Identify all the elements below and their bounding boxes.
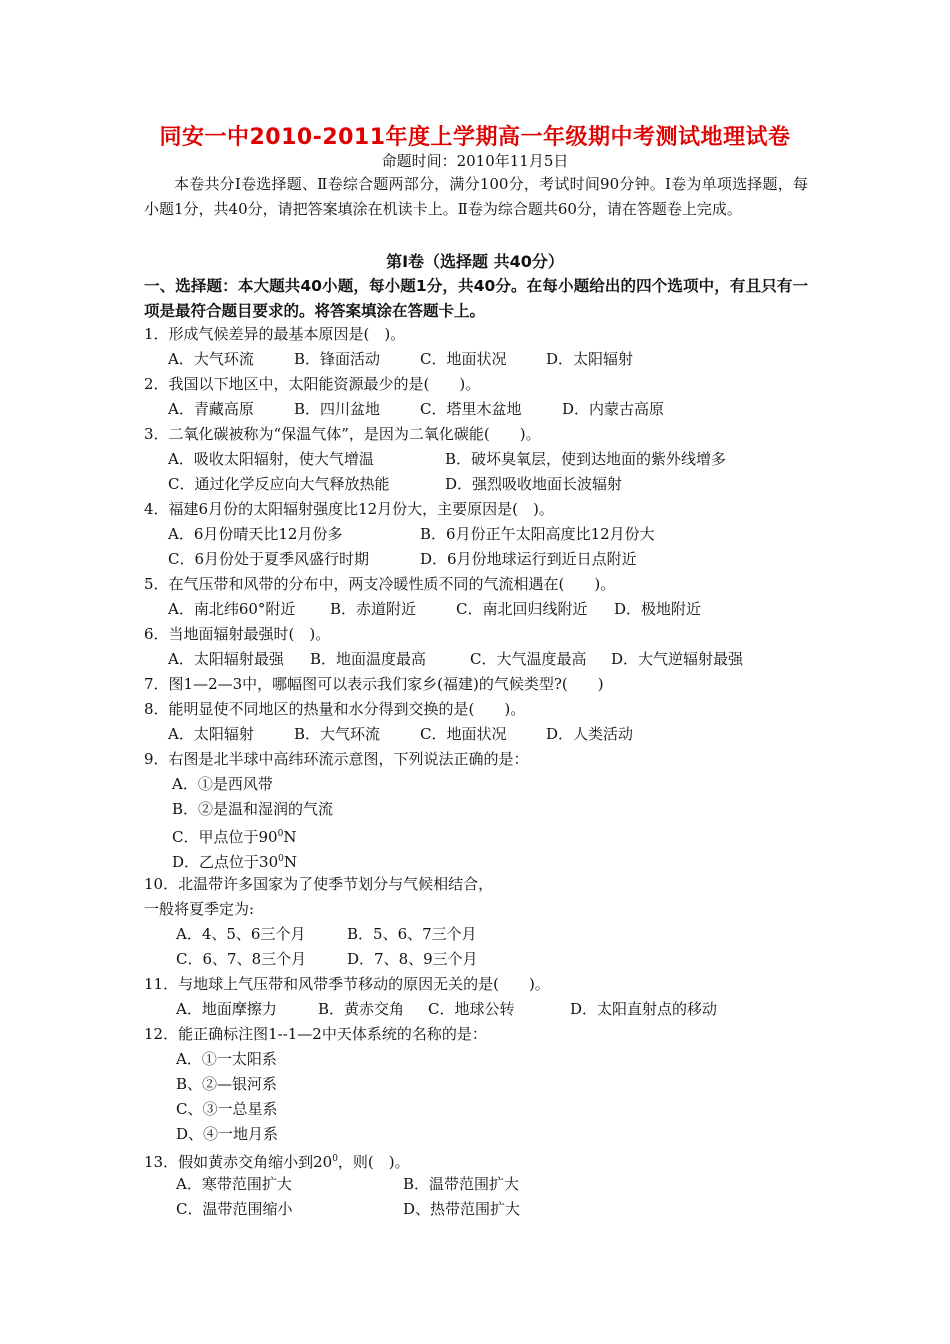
- question-12-option-a: A．①一太阳系: [176, 1050, 277, 1068]
- question-10-option-b: B．5、6、7三个月: [347, 925, 477, 943]
- question-10-option-d: D．7、8、9三个月: [347, 950, 478, 968]
- question-7-stem: 7．图1—2—3中，哪幅图可以表示我们家乡(福建)的气候类型?( ): [144, 675, 604, 693]
- question-1-option-b: B．锋面活动: [294, 350, 381, 368]
- question-4-option-a: A．6月份晴天比12月份多: [168, 525, 343, 543]
- question-9-option-d-unit: N: [283, 853, 297, 871]
- question-4-option-b: B．6月份正午太阳高度比12月份大: [420, 525, 655, 543]
- question-2-option-c: C．塔里木盆地: [420, 400, 522, 418]
- degree-superscript: 0: [277, 829, 284, 839]
- question-4-option-c: C．6月份处于夏季风盛行时期: [168, 550, 370, 568]
- question-2-option-a: A．青藏高原: [168, 400, 254, 418]
- question-11-option-a: A．地面摩擦力: [176, 1000, 277, 1018]
- question-13-option-b: B．温带范围扩大: [403, 1175, 520, 1193]
- question-10-stem: 10．北温带许多国家为了使季节划分与气候相结合，: [144, 875, 494, 893]
- degree-superscript: 0: [278, 854, 284, 864]
- question-8-option-d: D．人类活动: [546, 725, 634, 743]
- question-3-option-a: A．吸收太阳辐射，使大气增温: [168, 450, 374, 468]
- question-1-option-c: C．地面状况: [420, 350, 507, 368]
- section-title: 第Ⅰ卷（选择题 共40分）: [386, 252, 564, 271]
- question-2-option-b: B．四川盆地: [294, 400, 381, 418]
- question-13-stem: [144, 1148, 410, 1173]
- question-9-option-d-text: D．乙点位于30: [172, 853, 279, 871]
- question-11-option-d: D．太阳直射点的移动: [570, 1000, 718, 1018]
- question-1-stem: 1．形成气候差异的最基本原因是( )。: [144, 325, 406, 343]
- question-10-option-a: A．4、5、6三个月: [176, 925, 306, 943]
- question-8-option-b: B．大气环流: [294, 725, 381, 743]
- question-13-option-d: D、热带范围扩大: [403, 1200, 521, 1218]
- question-2-option-d: D．内蒙古高原: [562, 400, 665, 418]
- question-8-stem: 8．能明显使不同地区的热量和水分得到交换的是( )。: [144, 700, 526, 718]
- question-13-option-a: A．寒带范围扩大: [176, 1175, 292, 1193]
- question-1-option-a: A．大气环流: [168, 350, 254, 368]
- question-9-stem: 9．右图是北半球中高纬环流示意图，下列说法正确的是：: [144, 750, 529, 768]
- question-13-stem-tail: ，则( )。: [337, 1153, 410, 1171]
- question-5-option-a: A．南北纬60°附近: [168, 600, 296, 618]
- exam-title: 同安一中2010-2011年度上学期高一年级期中考测试地理试卷: [159, 125, 791, 150]
- question-9-option-c-text: C．甲点位于90: [172, 828, 278, 846]
- question-6-stem: 6．当地面辐射最强时( )。: [144, 625, 331, 643]
- question-8-option-c: C．地面状况: [420, 725, 507, 743]
- question-9-option-a: A．①是西风带: [172, 775, 273, 793]
- question-13-option-c: C．温带范围缩小: [176, 1200, 293, 1218]
- question-5-option-c: C．南北回归线附近: [456, 600, 588, 618]
- question-5-option-d: D．极地附近: [614, 600, 702, 618]
- question-6-option-a: A．太阳辐射最强: [168, 650, 284, 668]
- question-2-stem: 2．我国以下地区中，太阳能资源最少的是( )。: [144, 375, 481, 393]
- question-8-option-a: A．太阳辐射: [168, 725, 254, 743]
- question-6-option-c: C．大气温度最高: [470, 650, 587, 668]
- question-5-option-b: B．赤道附近: [330, 600, 417, 618]
- exam-intro: 本卷共分Ⅰ卷选择题、Ⅱ卷综合题两部分，满分100分，考试时间90分钟。Ⅰ卷为单项选择题，每小题1分，共40分，请把答案填涂在机读卡上。Ⅱ卷为综合题共60分，请在答题卷上完成。: [144, 175, 808, 218]
- question-6-option-b: B．地面温度最高: [310, 650, 427, 668]
- question-9-option-c-unit: N: [283, 828, 297, 846]
- section-instruction: [144, 274, 808, 324]
- question-1-option-d: D．太阳辐射: [546, 350, 634, 368]
- question-11-option-b: B．黄赤交角: [318, 1000, 405, 1018]
- question-10-stem-continued: 一般将夏季定为:: [144, 900, 255, 918]
- question-6-option-d: D．大气逆辐射最强: [611, 650, 744, 668]
- question-9-option-c: [172, 823, 296, 848]
- question-3-stem: 3．二氧化碳被称为“保温气体”，是因为二氧化碳能( )。: [144, 425, 541, 443]
- question-9-option-d: [172, 848, 297, 873]
- question-3-option-b: B．破坏臭氧层，使到达地面的紫外线增多: [445, 450, 727, 468]
- degree-superscript: 0: [332, 1154, 338, 1164]
- question-11-option-c: C．地球公转: [428, 1000, 515, 1018]
- question-10-option-c: C．6、7、8三个月: [176, 950, 307, 968]
- question-3-option-d: D．强烈吸收地面长波辐射: [445, 475, 623, 493]
- question-5-stem: 5．在气压带和风带的分布中，两支冷暖性质不同的气流相遇在( )。: [144, 575, 616, 593]
- question-4-stem: 4．福建6月份的太阳辐射强度比12月份大，主要原因是( )。: [144, 500, 554, 518]
- question-12-option-b: B、②—银河系: [176, 1075, 278, 1093]
- question-11-stem: 11．与地球上气压带和风带季节移动的原因无关的是( )。: [144, 975, 550, 993]
- instruction-text: 本大题共40小题，每小题1分，共40分。在每小题给出的四个选项中，有且只有一项是最符合题目要求的。将答案填涂在答题卡上。: [144, 277, 808, 320]
- question-12-option-c: C、③一总星系: [176, 1100, 278, 1118]
- date-line: 命题时间：2010年11月5日: [381, 152, 569, 170]
- instruction-lead: 一、选择题：: [144, 277, 238, 295]
- question-12-option-d: D、④一地月系: [176, 1125, 279, 1143]
- question-3-option-c: C．通过化学反应向大气释放热能: [168, 475, 390, 493]
- question-9-option-b: B．②是温和湿润的气流: [172, 800, 334, 818]
- question-13-stem-text: 13．假如黄赤交角缩小到20: [144, 1153, 333, 1171]
- question-12-stem: 12．能正确标注图1--1—2中天体系统的名称的是：: [144, 1025, 487, 1043]
- question-4-option-d: D．6月份地球运行到近日点附近: [420, 550, 637, 568]
